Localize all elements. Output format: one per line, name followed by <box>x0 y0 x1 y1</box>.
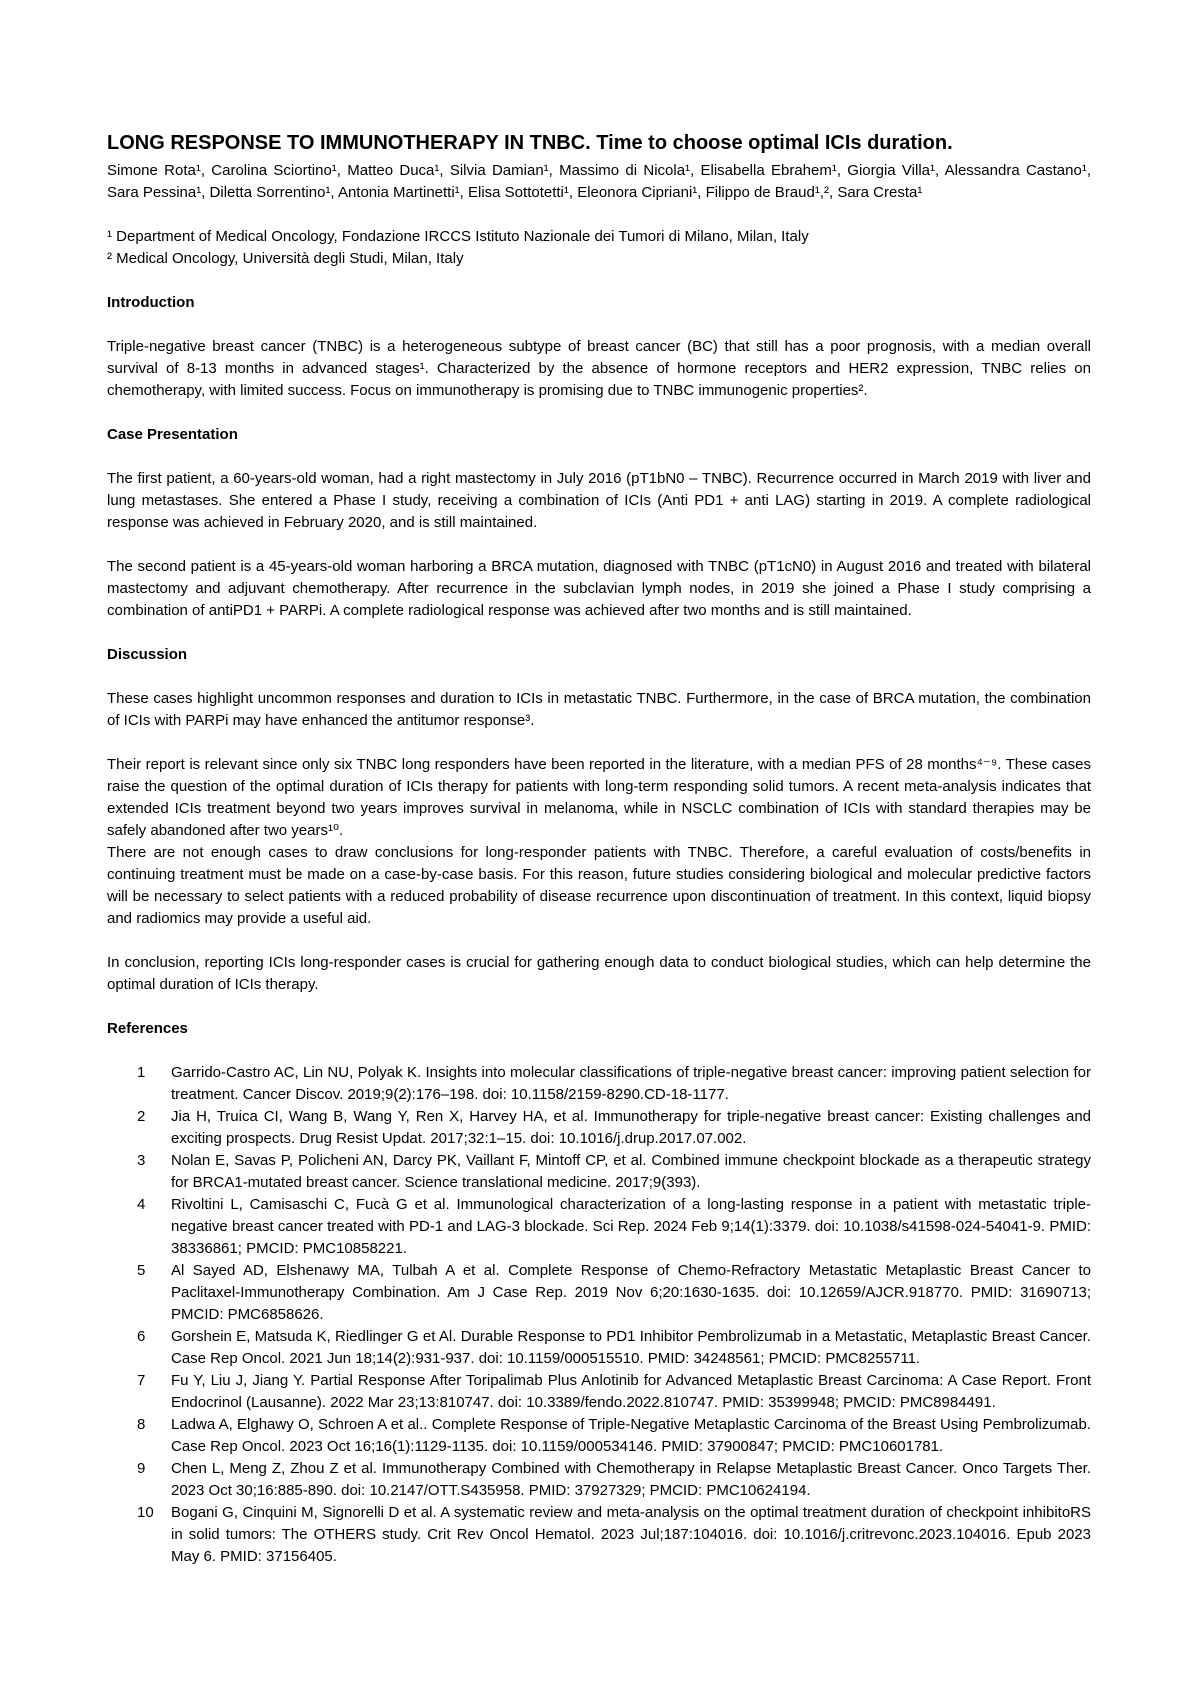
conclusion-paragraph: In conclusion, reporting ICIs long-responder cases is crucial for gathering enough data to conduct biological studies, which can help determine the optimal duration of ICIs therapy. <box>107 954 1091 993</box>
reference-text: Nolan E, Savas P, Policheni AN, Darcy PK, Vaillant F, Mintoff CP, et al. Combined immune checkpoint blockade as a therapeutic strategy for BRCA1-mutated breast cancer. Science translational medicine. 2017;9(393). <box>171 1152 1091 1191</box>
reference-number: 3 <box>137 1152 146 1169</box>
reference-number: 10 <box>137 1504 154 1521</box>
reference-item <box>137 1194 1091 1260</box>
reference-number: 9 <box>137 1460 146 1477</box>
reference-text: Gorshein E, Matsuda K, Riedlinger G et Al. Durable Response to PD1 Inhibitor Pembrolizumab in a Metastatic, Metaplastic Breast Cancer. Case Rep Oncol. 2021 Jun 18;14(2):931-937. doi: 10.1159/000515510. PMID: 34248561; PMCID: PMC8255711. <box>171 1328 1091 1367</box>
case-1-paragraph: The first patient, a 60-years-old woman, had a right mastectomy in July 2016 (pT1bN0 – TNBC). Recurrence occurred in March 2019 with liver and lung metastases. She entered a Phase I study, receiving a combination of ICIs (Anti PD1 + anti LAG) starting in 2019. A complete radiological response was achieved in February 2020, and is still maintained. <box>107 470 1091 531</box>
section-heading-discussion: Discussion <box>107 646 188 663</box>
section-heading-introduction: Introduction <box>107 294 195 311</box>
reference-number: 6 <box>137 1328 146 1345</box>
reference-number: 1 <box>137 1064 146 1081</box>
reference-number: 7 <box>137 1372 146 1389</box>
reference-text: Al Sayed AD, Elshenawy MA, Tulbah A et al. Complete Response of Chemo-Refractory Metastatic Metaplastic Breast Cancer to Paclitaxel-Immunotherapy Combination. Am J Case Rep. 2019 Nov 6;20:1630-1635. doi: 10.12659/AJCR.918770. PMID: 31690713; PMCID: PMC6858626. <box>171 1262 1091 1323</box>
discussion-paragraph-2: Their report is relevant since only six TNBC long responders have been reported in the literature, with a median PFS of 28 months⁴⁻⁹. These cases raise the question of the optimal duration of ICIs therapy for patients with long-term responding solid tumors. A recent meta-analysis indicates that extended ICIs treatment beyond two years improves survival in melanoma, while in NSCLC combination of ICIs with standard therapies may be safely abandoned after two years¹⁰. <box>107 756 1091 839</box>
paper-title: LONG RESPONSE TO IMMUNOTHERAPY IN TNBC. Time to choose optimal ICIs duration. <box>107 132 953 154</box>
author-list: Simone Rota¹, Carolina Sciortino¹, Matteo Duca¹, Silvia Damian¹, Massimo di Nicola¹, Elisabella Ebrahem¹, Giorgia Villa¹, Alessandra Castano¹, Sara Pessina¹, Diletta Sorrentino¹, Antonia Martinetti¹, Elisa Sottotetti¹, Eleonora Cipriani¹, Filippo de Braud¹,², Sara Cresta¹ <box>107 162 1091 201</box>
reference-item <box>137 1502 1091 1568</box>
reference-item <box>137 1326 1091 1370</box>
affiliations <box>107 226 1091 270</box>
reference-text: Ladwa A, Elghawy O, Schroen A et al.. Complete Response of Triple-Negative Metaplastic Carcinoma of the Breast Using Pembrolizumab. Case Rep Oncol. 2023 Oct 16;16(1):1129-1135. doi: 10.1159/000534146. PMID: 37900847; PMCID: PMC10601781. <box>171 1416 1091 1455</box>
affiliation-line-2: ² Medical Oncology, Università degli Studi, Milan, Italy <box>107 250 464 267</box>
reference-item <box>137 1260 1091 1326</box>
reference-item <box>137 1370 1091 1414</box>
discussion-paragraph-1: These cases highlight uncommon responses and duration to ICIs in metastatic TNBC. Furthermore, in the case of BRCA mutation, the combination of ICIs with PARPi may have enhanced the antitumor response³. <box>107 690 1091 729</box>
reference-number: 8 <box>137 1416 146 1433</box>
section-heading-case-presentation: Case Presentation <box>107 426 238 443</box>
introduction-paragraph: Triple-negative breast cancer (TNBC) is a heterogeneous subtype of breast cancer (BC) that still has a poor prognosis, with a median overall survival of 8-13 months in advanced stages¹. Characterized by the absence of hormone receptors and HER2 expression, TNBC relies on chemotherapy, with limited success. Focus on immunotherapy is promising due to TNBC immunogenic properties². <box>107 338 1091 399</box>
reference-item <box>137 1458 1091 1502</box>
reference-text: Rivoltini L, Camisaschi C, Fucà G et al. Immunological characterization of a long-lasting response in a patient with metastatic triple-negative breast cancer treated with PD-1 and LAG-3 blockade. Sci Rep. 2024 Feb 9;14(1):3379. doi: 10.1038/s41598-024-54041-9. PMID: 38336861; PMCID: PMC10858221. <box>171 1196 1091 1257</box>
reference-text: Bogani G, Cinquini M, Signorelli D et al. A systematic review and meta-analysis on the optimal treatment duration of checkpoint inhibitoRS in solid tumors: The OTHERS study. Crit Rev Oncol Hematol. 2023 Jul;187:104016. doi: 10.1016/j.critrevonc.2023.104016. Epub 2023 May 6. PMID: 37156405. <box>171 1504 1091 1565</box>
reference-text: Garrido-Castro AC, Lin NU, Polyak K. Insights into molecular classifications of triple-negative breast cancer: improving patient selection for treatment. Cancer Discov. 2019;9(2):176–198. doi: 10.1158/2159-8290.CD-18-1177. <box>171 1064 1091 1103</box>
reference-item <box>137 1414 1091 1458</box>
section-heading-references: References <box>107 1020 188 1037</box>
reference-item <box>137 1150 1091 1194</box>
reference-number: 2 <box>137 1108 146 1125</box>
reference-number: 5 <box>137 1262 146 1279</box>
reference-text: Jia H, Truica CI, Wang B, Wang Y, Ren X, Harvey HA, et al. Immunotherapy for triple-negative breast cancer: Existing challenges and exciting prospects. Drug Resist Updat. 2017;32:1–15. doi: 10.1016/j.drup.2017.07.002. <box>171 1108 1091 1147</box>
reference-item <box>137 1062 1091 1106</box>
affiliation-line-1: ¹ Department of Medical Oncology, Fondazione IRCCS Istituto Nazionale dei Tumori di Milano, Milan, Italy <box>107 228 809 245</box>
case-2-paragraph: The second patient is a 45-years-old woman harboring a BRCA mutation, diagnosed with TNBC (pT1cN0) in August 2016 and treated with bilateral mastectomy and adjuvant chemotherapy. After recurrence in the subclavian lymph nodes, in 2019 she joined a Phase I study comprising a combination of antiPD1 + PARPi. A complete radiological response was achieved after two months and is still maintained. <box>107 558 1091 619</box>
reference-text: Chen L, Meng Z, Zhou Z et al. Immunotherapy Combined with Chemotherapy in Relapse Metaplastic Breast Cancer. Onco Targets Ther. 2023 Oct 30;16:885-890. doi: 10.2147/OTT.S435958. PMID: 37927329; PMCID: PMC10624194. <box>171 1460 1091 1499</box>
reference-item <box>137 1106 1091 1150</box>
reference-text: Fu Y, Liu J, Jiang Y. Partial Response After Toripalimab Plus Anlotinib for Advanced Metaplastic Breast Carcinoma: A Case Report. Front Endocrinol (Lausanne). 2022 Mar 23;13:810747. doi: 10.3389/fendo.2022.810747. PMID: 35399948; PMCID: PMC8984491. <box>171 1372 1091 1411</box>
reference-list <box>107 1062 1091 1568</box>
reference-number: 4 <box>137 1196 146 1213</box>
discussion-paragraph-3: There are not enough cases to draw conclusions for long-responder patients with TNBC. Therefore, a careful evaluation of costs/benefits in continuing treatment must be made on a case-by-case basis. For this reason, future studies considering biological and molecular predictive factors will be necessary to select patients with a reduced probability of disease recurrence upon discontinuation of treatment. In this context, liquid biopsy and radiomics may provide a useful aid. <box>107 844 1091 927</box>
